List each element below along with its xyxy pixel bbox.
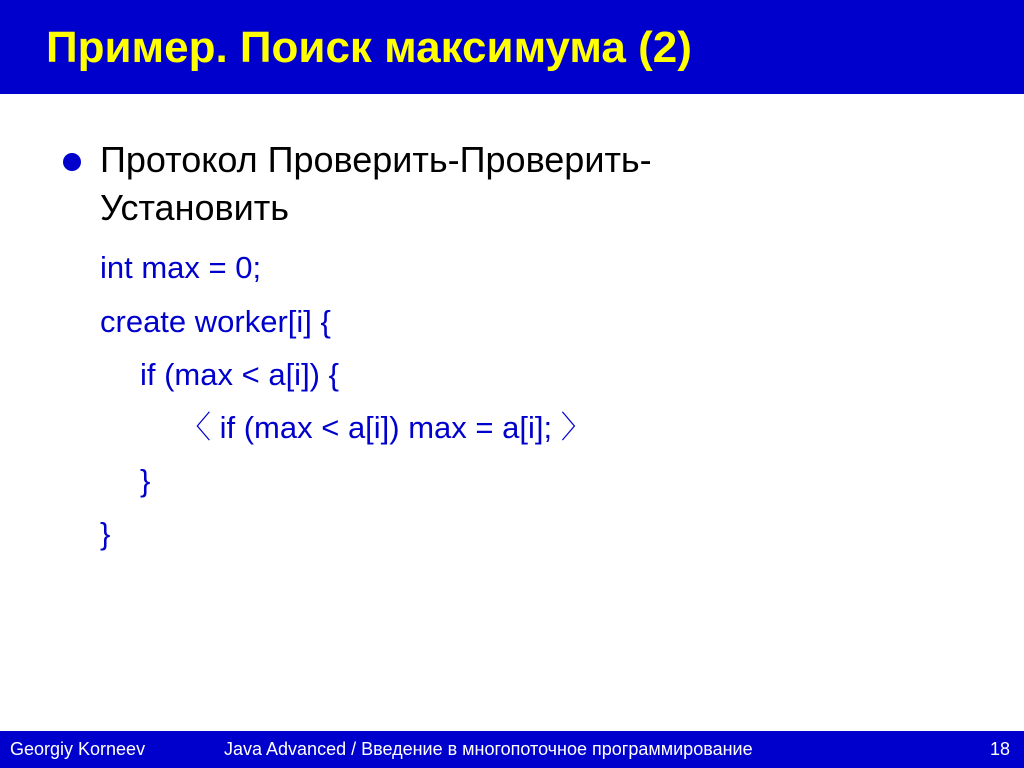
slide-title: Пример. Поиск максимума (2) — [46, 23, 692, 72]
bullet-text: Протокол Проверить-Проверить-Установить — [100, 139, 652, 228]
code-line-4: 〈 if (max < a[i]) max = a[i]; 〉 — [180, 410, 592, 445]
code-line-3: if (max < a[i]) { — [140, 357, 339, 392]
page-number: 18 — [989, 739, 1010, 759]
bullet-dot-icon — [63, 153, 81, 171]
code-line-6: } — [100, 516, 111, 551]
footer-author: Georgiy Korneev — [10, 739, 146, 759]
footer-course: Java Advanced / Введение в многопоточное программирование — [224, 739, 753, 759]
footer-bar — [0, 731, 1024, 768]
code-line-1: int max = 0; — [100, 250, 262, 285]
code-line-2: create worker[i] { — [100, 304, 331, 339]
code-line-5: } — [140, 463, 151, 498]
